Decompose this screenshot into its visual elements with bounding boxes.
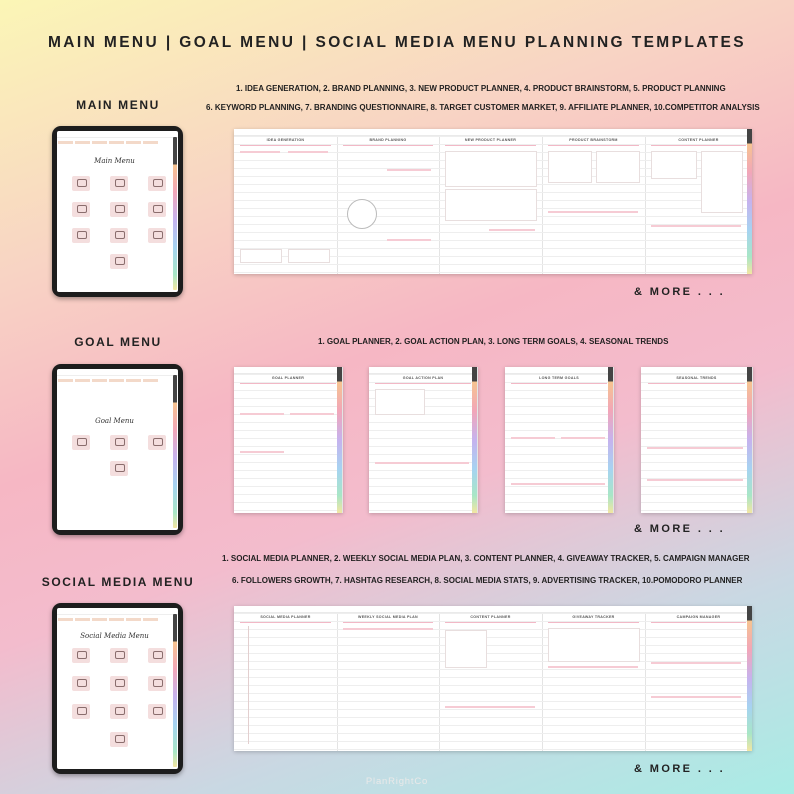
template-page — [337, 129, 440, 274]
template-page-title: PRODUCT BRAINSTORM — [569, 138, 618, 142]
template-page-title: CONTENT PLANNER — [470, 615, 511, 619]
menu-tile-icon[interactable] — [72, 704, 90, 719]
main-menu-desc-line1: 1. IDEA GENERATION, 2. BRAND PLANNING, 3. NEW PRODUCT PLANNER, 4. PRODUCT BRAINSTORM, 5. PRODUCT PLANNING — [236, 84, 726, 93]
tablet-top-tabs — [57, 369, 178, 376]
menu-tile-icon[interactable] — [110, 676, 128, 691]
menu-tile-icon[interactable] — [110, 648, 128, 663]
menu-tile-icon[interactable] — [110, 254, 128, 269]
template-page-title: GOAL PLANNER — [271, 376, 305, 380]
goal-menu-heading: GOAL MENU — [74, 335, 162, 349]
goal-template-page — [641, 367, 753, 513]
goal-menu-desc: 1. GOAL PLANNER, 2. GOAL ACTION PLAN, 3. LONG TERM GOALS, 4. SEASONAL TRENDS — [318, 337, 669, 346]
menu-tile-icon[interactable] — [110, 704, 128, 719]
menu-tile-icon[interactable] — [110, 461, 128, 476]
menu-tile-icon[interactable] — [110, 176, 128, 191]
template-page — [337, 606, 440, 751]
template-page-title: BRAND PLANNING — [369, 138, 407, 142]
goal-menu-tablet-title: Goal Menu — [95, 417, 134, 425]
menu-tile-icon[interactable] — [110, 228, 128, 243]
social-menu-tablet-title: Social Media Menu — [80, 632, 149, 640]
main-menu-more: & MORE . . . — [634, 286, 726, 298]
menu-tile-icon[interactable] — [72, 676, 90, 691]
menu-tile-icon[interactable] — [72, 202, 90, 217]
template-page-title: IDEA GENERATION — [266, 138, 305, 142]
template-page-title: CONTENT PLANNER — [678, 138, 719, 142]
menu-tile-icon[interactable] — [148, 704, 166, 719]
goal-template-page — [505, 367, 614, 513]
tablet-screen — [57, 369, 178, 530]
menu-tile-icon[interactable] — [72, 648, 90, 663]
menu-tile-icon[interactable] — [72, 176, 90, 191]
goal-menu-tablet — [52, 364, 183, 535]
main-menu-tablet-title: Main Menu — [94, 157, 135, 165]
main-menu-tablet — [52, 126, 183, 297]
menu-tile-icon[interactable] — [110, 202, 128, 217]
tablet-screen — [57, 131, 178, 292]
tablet-side-tabs — [173, 375, 177, 528]
menu-tile-icon[interactable] — [110, 435, 128, 450]
menu-tile-icon[interactable] — [110, 732, 128, 747]
goal-menu-more: & MORE . . . — [634, 523, 726, 535]
menu-tile-icon[interactable] — [148, 435, 166, 450]
template-page — [645, 606, 752, 751]
template-page — [542, 129, 646, 274]
template-page — [439, 129, 543, 274]
template-page — [645, 129, 752, 274]
template-page — [439, 606, 543, 751]
tablet-top-tabs — [57, 608, 178, 615]
main-menu-heading: MAIN MENU — [76, 98, 160, 112]
social-menu-tablet — [52, 603, 183, 774]
page-title: MAIN MENU | GOAL MENU | SOCIAL MEDIA MENU PLANNING TEMPLATES — [47, 34, 747, 51]
social-menu-desc-line1: 1. SOCIAL MEDIA PLANNER, 2. WEEKLY SOCIAL MEDIA PLAN, 3. CONTENT PLANNER, 4. GIVEAWAY TRACKER, 5. CAMPAIGN MANAGER — [222, 554, 750, 563]
tablet-side-tabs — [173, 614, 177, 767]
template-page — [542, 606, 646, 751]
template-page-title: CAMPAIGN MANAGER — [676, 615, 721, 619]
template-page-title: LONG TERM GOALS — [539, 376, 579, 380]
main-menu-desc-line2: 6. KEYWORD PLANNING, 7. BRANDING QUESTIONNAIRE, 8. TARGET CUSTOMER MARKET, 9. AFFILIATE PLANNER, 10.COMPETITOR ANALYSIS — [206, 103, 760, 112]
menu-tile-icon[interactable] — [148, 648, 166, 663]
template-page — [234, 129, 338, 274]
template-page-title: GIVEAWAY TRACKER — [572, 615, 615, 619]
menu-tile-icon[interactable] — [148, 202, 166, 217]
social-menu-more: & MORE . . . — [634, 763, 726, 775]
menu-tile-icon[interactable] — [148, 176, 166, 191]
tablet-top-tabs — [57, 131, 178, 138]
menu-tile-icon[interactable] — [72, 228, 90, 243]
tablet-side-tabs — [173, 137, 177, 290]
tablet-screen — [57, 608, 178, 769]
social-menu-template-strip — [234, 606, 752, 751]
template-page-title: SEASONAL TRENDS — [676, 376, 717, 380]
main-menu-template-strip — [234, 129, 752, 274]
brand-watermark: PlanRightCo — [365, 776, 429, 787]
social-menu-desc-line2: 6. FOLLOWERS GROWTH, 7. HASHTAG RESEARCH, 8. SOCIAL MEDIA STATS, 9. ADVERTISING TRACKER, 10.POMODORO PLANNER — [232, 576, 743, 585]
template-page — [234, 606, 338, 751]
goal-template-page — [234, 367, 343, 513]
template-page-title: SOCIAL MEDIA PLANNER — [260, 615, 311, 619]
menu-tile-icon[interactable] — [148, 228, 166, 243]
menu-tile-icon[interactable] — [72, 435, 90, 450]
template-page-title: NEW PRODUCT PLANNER — [464, 138, 517, 142]
menu-tile-icon[interactable] — [148, 676, 166, 691]
brand-circle-diagram — [347, 199, 377, 229]
goal-template-page — [369, 367, 478, 513]
template-page-title: GOAL ACTION PLAN — [402, 376, 444, 380]
social-menu-heading: SOCIAL MEDIA MENU — [41, 575, 195, 589]
template-page-title: WEEKLY SOCIAL MEDIA PLAN — [358, 615, 418, 619]
